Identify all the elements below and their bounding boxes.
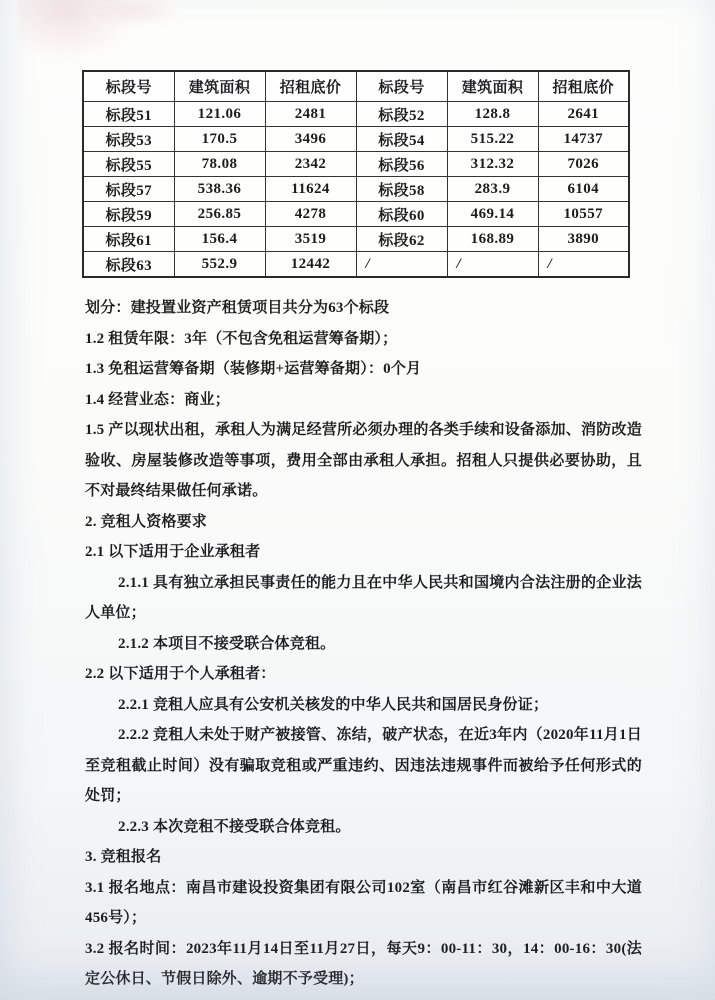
clause-2-1-2-no-consortium: 2.1.2 本项目不接受联合体竞租。	[118, 635, 336, 652]
clause-1-4-business-type: 1.4 经营业态：商业；	[85, 391, 230, 408]
table-cell: 4278	[265, 202, 356, 227]
table-cell: 2641	[538, 102, 629, 127]
table-cell: 256.85	[174, 202, 265, 227]
table-cell: 3519	[265, 227, 356, 252]
table-row	[83, 177, 629, 202]
table-cell: 312.32	[447, 152, 538, 177]
column-header-lot-number: 标段号	[83, 71, 174, 102]
table-cell-empty: /	[447, 252, 538, 278]
clause-2-1-1-legal-entity: 2.1.1 具有独立承担民事责任的能力且在中华人民共和国境内合法注册的企业法人单位；	[85, 574, 642, 621]
table-cell: 10557	[538, 202, 629, 227]
table-cell: 6104	[538, 177, 629, 202]
table-cell: 标段60	[356, 202, 447, 227]
table-cell: 552.9	[174, 252, 265, 278]
table-cell: 标段61	[83, 227, 174, 252]
table-cell: 469.14	[447, 202, 538, 227]
table-header-row	[83, 71, 629, 102]
table-cell: 170.5	[174, 127, 265, 152]
table-cell: 标段59	[83, 202, 174, 227]
lot-table-header	[83, 71, 629, 102]
table-cell: 156.4	[174, 227, 265, 252]
table-cell: 标段62	[356, 227, 447, 252]
table-row	[83, 127, 629, 152]
clause-3-1-registration-place: 3.1 报名地点：南昌市建设投资集团有限公司102室（南昌市红谷滩新区丰和中大道456号）；	[85, 879, 642, 926]
table-cell: 128.8	[447, 102, 538, 127]
clause-1-3-rent-free-period: 1.3 免租运营筹备期（装修期+运营筹备期）：0个月	[85, 361, 422, 377]
scan-smudge	[92, 0, 182, 28]
column-header-building-area: 建筑面积	[174, 71, 265, 102]
table-row	[83, 152, 629, 177]
table-row	[83, 227, 629, 252]
clause-2-2-individual-lessee: 2.2 以下适用于个人承租者：	[85, 666, 276, 682]
table-cell: 标段52	[356, 102, 447, 127]
table-cell: 538.36	[174, 177, 265, 202]
table-cell: 3496	[265, 127, 356, 152]
table-cell: 标段63	[83, 252, 174, 278]
table-cell: 3890	[538, 227, 629, 252]
column-header-floor-price: 招租底价	[265, 71, 356, 102]
table-cell: 78.08	[174, 152, 265, 177]
column-header-lot-number: 标段号	[356, 71, 447, 102]
table-cell: 14737	[538, 127, 629, 152]
section-2-heading: 2. 竞租人资格要求	[85, 513, 208, 530]
document-body	[85, 293, 642, 995]
table-cell: 515.22	[447, 127, 538, 152]
table-cell: 168.89	[447, 227, 538, 252]
table-cell: 2342	[265, 152, 356, 177]
clause-1-5-as-is-lease: 1.5 产以现状出租，承租人为满足经营所必须办理的各类手续和设备添加、消防改造验收、房屋装修改造等事项，费用全部由承租人承担。招租人只提供必要协助，且不对最终结果做任何承诺。	[85, 422, 642, 499]
table-cell-empty: /	[356, 252, 447, 278]
clause-1-2-lease-term: 1.2 租赁年限：3年（不包含免租运营筹备期）；	[85, 330, 398, 347]
table-cell: 标段53	[83, 127, 174, 152]
table-cell: 标段51	[83, 102, 174, 127]
table-cell: 2481	[265, 102, 356, 127]
clause-2-2-3-no-consortium: 2.2.3 本次竞租不接受联合体竞租。	[118, 818, 351, 835]
column-header-floor-price: 招租底价	[538, 71, 629, 102]
clause-2-2-1-id-card: 2.2.1 竞租人应具有公安机关核发的中华人民共和国居民身份证；	[118, 696, 549, 713]
table-cell-empty: /	[538, 252, 629, 278]
table-cell: 标段55	[83, 152, 174, 177]
lot-price-table	[82, 70, 630, 278]
table-cell: 标段57	[83, 177, 174, 202]
clause-3-2-registration-time: 3.2 报名时间：2023年11月14日至11月27日，每天9：00-11：30，14：00-16：30(法定公休日、节假日除外、逾期不予受理)；	[85, 940, 642, 987]
section-3-heading: 3. 竞租报名	[85, 849, 162, 865]
table-row	[83, 202, 629, 227]
table-cell: 标段54	[356, 127, 447, 152]
table-row	[83, 252, 629, 278]
table-row	[83, 102, 629, 127]
table-cell: 12442	[265, 252, 356, 278]
column-header-building-area: 建筑面积	[447, 71, 538, 102]
table-cell: 标段58	[356, 177, 447, 202]
lot-table-body	[83, 102, 629, 278]
table-cell: 标段56	[356, 152, 447, 177]
clause-2-2-2-no-violations: 2.2.2 竞租人未处于财产被接管、冻结，破产状态，在近3年内（2020年11月1日至竞租截止时间）没有骗取竞租或严重违约、因违法违规事件而被给予任何形式的处罚；	[85, 727, 642, 804]
table-cell: 7026	[538, 152, 629, 177]
table-cell: 121.06	[174, 102, 265, 127]
clause-2-1-enterprise-lessee: 2.1 以下适用于企业承租者	[85, 544, 261, 560]
paragraph-division: 划分：建投置业资产租赁项目共分为63个标段	[85, 300, 390, 316]
table-cell: 283.9	[447, 177, 538, 202]
table-cell: 11624	[265, 177, 356, 202]
